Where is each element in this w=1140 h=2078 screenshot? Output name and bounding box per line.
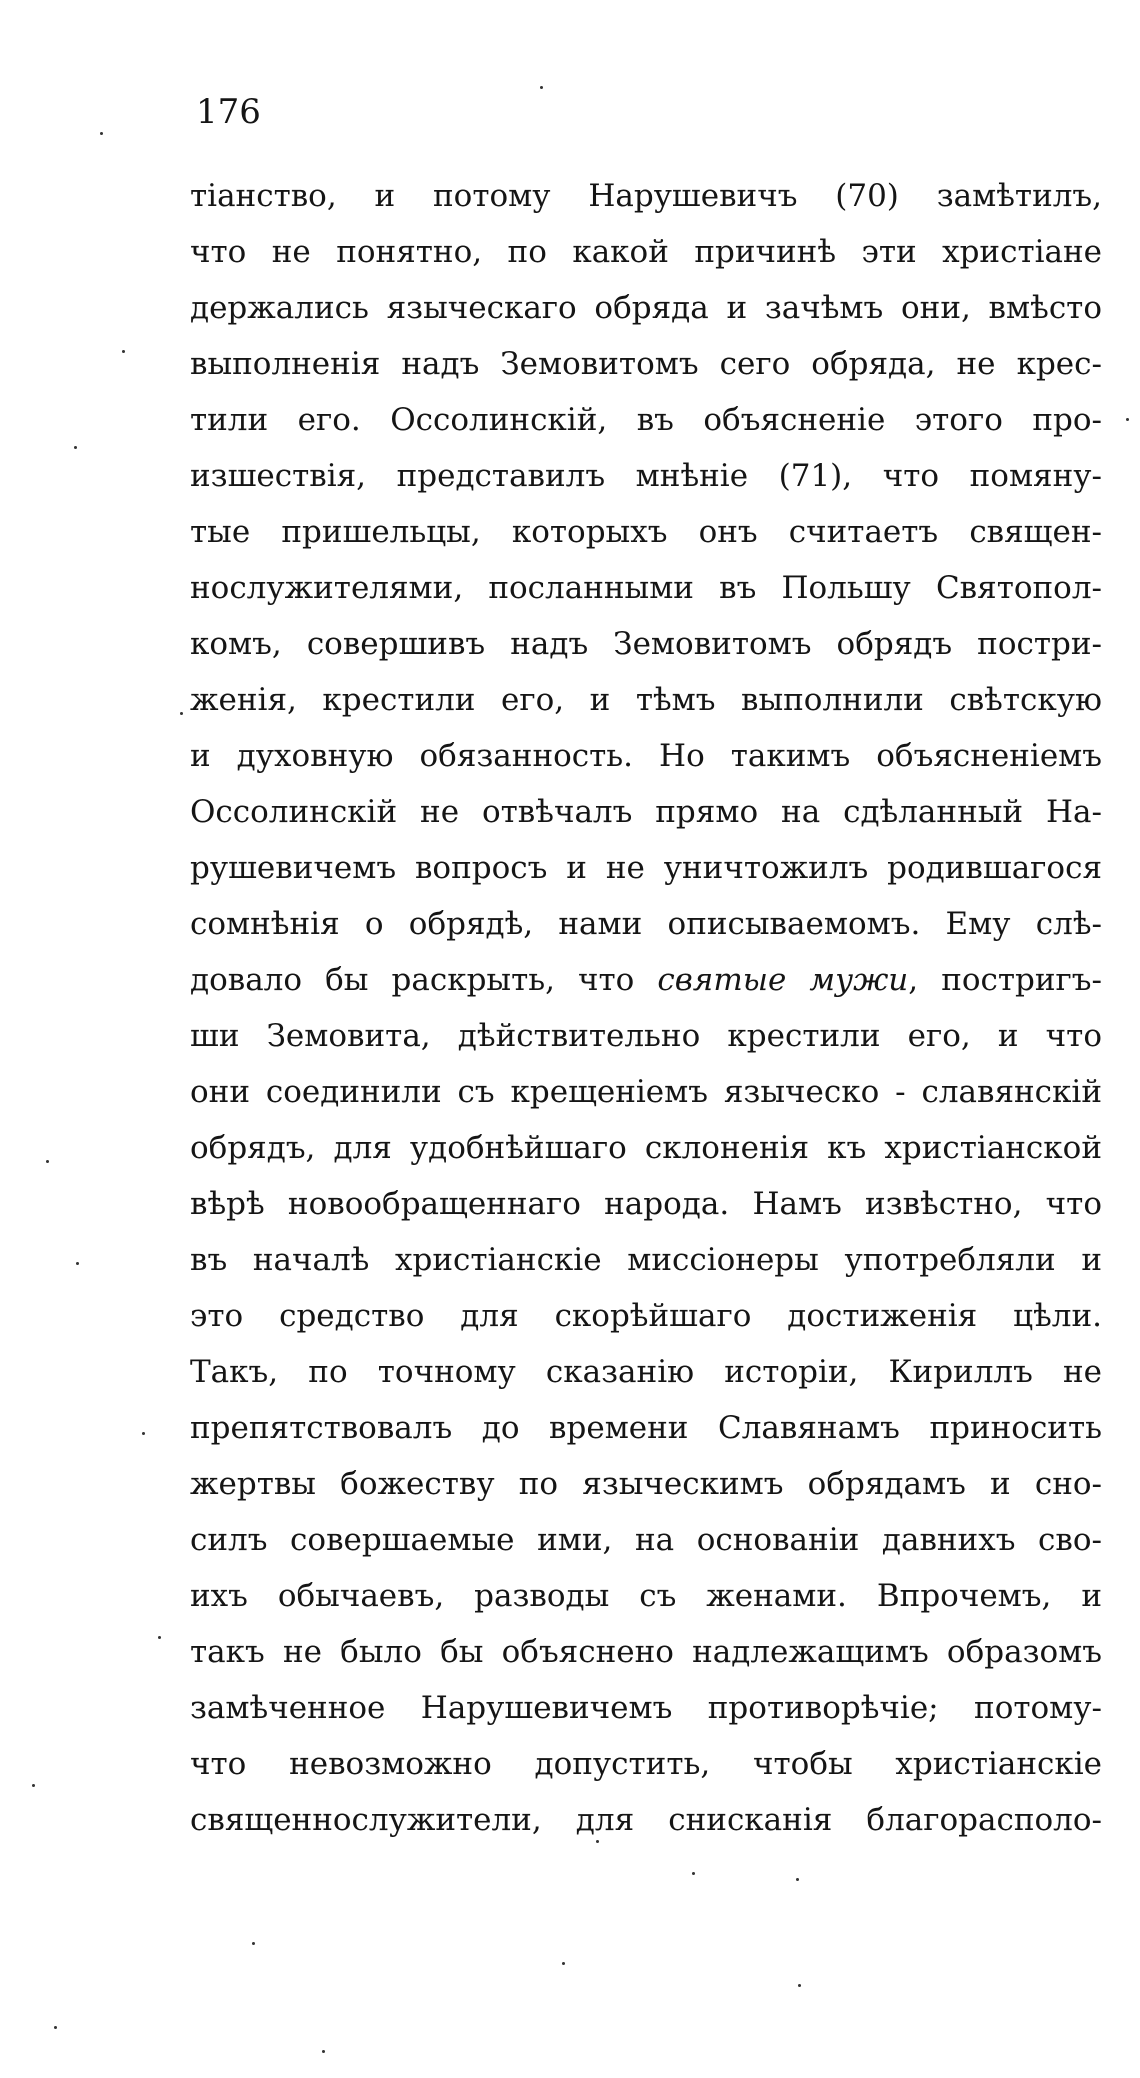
text-line-19: вѣрѣ новообращеннаго народа. Намъ извѣстно, что (190, 1186, 1102, 1222)
scan-speck (142, 1432, 145, 1435)
text-line-12: Оссолинскій не отвѣчалъ прямо на сдѣланный На- (190, 794, 1102, 830)
page-number: 176 (196, 92, 261, 132)
text-line-10: женія, крестили его, и тѣмъ выполнили свѣтскую (190, 682, 1102, 718)
text-line-15-start: довало бы раскрыть, что (190, 962, 658, 998)
text-line-29: что невозможно допустить, чтобы христіанскіе (190, 1746, 1102, 1782)
text-line-8: нослужителями, посланными въ Польшу Святопол- (190, 570, 1102, 606)
scan-speck (796, 1878, 799, 1881)
text-line-1: тіанство, и потому Нарушевичъ (70) замѣтилъ, (190, 178, 1102, 214)
text-line-21: это средство для скорѣйшаго достиженія цѣли. (190, 1298, 1102, 1334)
scan-speck (122, 350, 125, 353)
text-line-26: ихъ обычаевъ, разводы съ женами. Впрочемъ, и (190, 1578, 1102, 1614)
scan-speck (252, 1942, 255, 1945)
text-line-2: что не понятно, по какой причинѣ эти христіане (190, 234, 1102, 270)
text-line-22: Такъ, по точному сказанію исторіи, Кириллъ не (190, 1354, 1102, 1390)
text-line-25: силъ совершаемые ими, на основаніи давнихъ сво- (190, 1522, 1102, 1558)
text-line-17: они соединили съ крещеніемъ языческо - славянскій (190, 1074, 1102, 1110)
text-line-4: выполненія надъ Земовитомъ сего обряда, не крес- (190, 346, 1102, 382)
text-line-28: замѣченное Нарушевичемъ противорѣчіе; потому- (190, 1690, 1102, 1726)
scan-speck (562, 1962, 565, 1965)
scan-speck (596, 1840, 599, 1843)
scan-speck (180, 712, 183, 715)
scan-speck (692, 1872, 695, 1875)
scan-speck (322, 2050, 325, 2053)
text-line-16: ши Земовита, дѣйствительно крестили его, и что (190, 1018, 1102, 1054)
text-line-14: сомнѣнія о обрядѣ, нами описываемомъ. Ему слѣ- (190, 906, 1102, 942)
text-line-9: комъ, совершивъ надъ Земовитомъ обрядъ постри- (190, 626, 1102, 662)
italic-phrase: святые мужи (657, 962, 909, 998)
text-line-18: обрядъ, для удобнѣйшаго склоненія къ христіанской (190, 1130, 1102, 1166)
text-line-15-end: , постригъ- (908, 962, 1102, 998)
text-line-27: такъ не было бы объяснено надлежащимъ образомъ (190, 1634, 1102, 1670)
text-line-3: держались языческаго обряда и зачѣмъ они, вмѣсто (190, 290, 1102, 326)
scan-speck (158, 1636, 161, 1639)
scan-speck (798, 1984, 801, 1987)
text-line-7: тые пришельцы, которыхъ онъ считаетъ священ- (190, 514, 1102, 550)
scan-speck (540, 86, 543, 89)
scan-speck (54, 2026, 57, 2029)
body-text (190, 168, 1102, 1848)
text-line-20: въ началѣ христіанскіе миссіонеры употребляли и (190, 1242, 1102, 1278)
text-line-23: препятствовалъ до времени Славянамъ приносить (190, 1410, 1102, 1446)
text-line-11: и духовную обязанность. Но такимъ объясненіемъ (190, 738, 1102, 774)
scan-speck (100, 132, 103, 135)
scan-speck (46, 1160, 49, 1163)
text-line-24: жертвы божеству по языческимъ обрядамъ и сно- (190, 1466, 1102, 1502)
text-line-30: священнослужители, для снисканія благорасполо- (190, 1802, 1102, 1838)
scan-speck (76, 1262, 79, 1265)
scan-speck (32, 1784, 35, 1787)
text-line-5: тили его. Оссолинскій, въ объясненіе этого про- (190, 402, 1102, 438)
text-line-13: рушевичемъ вопросъ и не уничтожилъ родившагося (190, 850, 1102, 886)
scan-speck (1126, 418, 1129, 421)
text-line-15 (190, 952, 1102, 1008)
text-line-6: изшествія, представилъ мнѣніе (71), что помяну- (190, 458, 1102, 494)
scan-speck (74, 446, 77, 449)
